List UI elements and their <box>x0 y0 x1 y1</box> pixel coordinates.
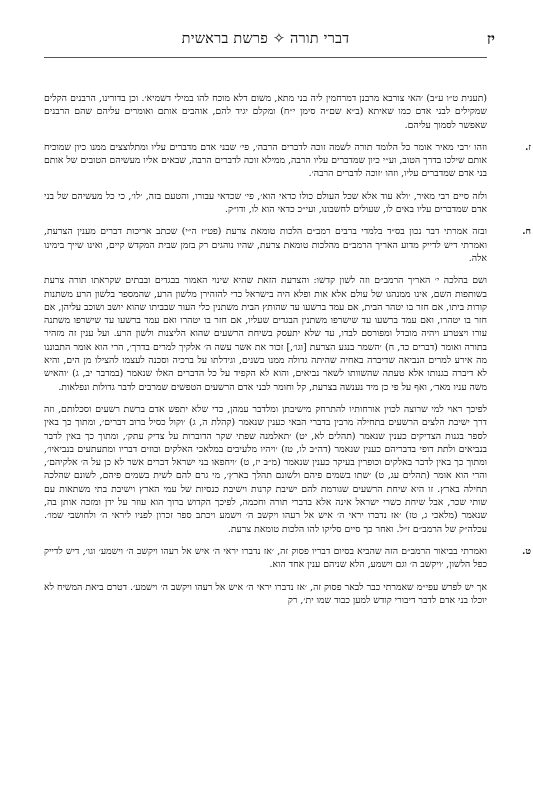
section-paragraph: ובזה אמרתי דבר נכון בס״ד בלמדי ברבים רמב״ם הלכות טומאת צרעת (פט״ז ה״י) שכתב אריכות דברים מענין הצרעת, ואמרתי דיש לדייק מדוע האריך הרמב״ם מהלכות טומאת צרעת, שהיו נוהגים רק בזמן שבית המקדש קיים, ואינו שייך בימינו אלה. <box>44 226 487 264</box>
running-header <box>44 0 495 58</box>
section-paragraph: ולזה סיים רבי מאיר, ׳ולא עוד אלא שכל העולם כולו כדאי הוא׳, פי׳ שכדאי עבורו, והטעם בזה, ׳לו׳, כי כל מעשיהם של בני אדם שמדברים עליו באים לו, שעולים לחשבונו, ועי״כ כדאי הוא לו, ודו״ק. <box>44 190 487 216</box>
section-chet <box>44 225 531 536</box>
intro-paragraph: (תענית ט״ו ע״ב) ׳האי צורבא מרבנן דמרחמין ליה בני מתא, משום דלא מוכח להו במילי דשמיא׳. וכן בדורינו, הרבנים הקלים שמקילים לבני אדם כמו שאיתא (ב״א שם״ה סימן י״ח) ומקלם יגיד להם, אוהבים אותם ואומרים עליהם שהם הרבנים שאפשר לסמוך עליהם. <box>44 93 487 131</box>
section-number: ז. <box>525 141 531 153</box>
section-number: ח. <box>522 226 531 238</box>
section-zayin <box>44 141 531 216</box>
section-paragraph: לפיכך ראוי למי שרוצה לכוין אורחותיו להתרחק מישיבתן ומלדבר עמהן, כדי שלא יתפש אדם ברשת רשעים וסכלותם, וזה דרך ישיבת הלצים הרשעים בתחילה מרבין בדברי הבאי כענין שנאמר (קהלת ה, ג) ׳וקול כסיל ברוב דברים׳, ומתוך כך באין לספר בגנות הצדיקים כענין שנאמר (תהלים לא, יט) ׳תאלמנה שפתי שקר הדוברות על צדיק עתק׳, ומתוך כך באין לדבר בנביאים ולתת דופי בדבריהם כענין שנאמר (דה״ב לו, טז) ׳ויהיו מלעיבים במלאכי האלקים ובוזים דבריו ומתעתעים בנביאיו׳, ומתוך כך באין לדבר באלקים וכופרין בעיקר כענין שנאמר (מ״ב יז, ט) ׳ויחפאו בני ישראל דברים אשר לא כן על ה׳ אלקיהם׳, והרי הוא אומר (תהלים עג, ט) ׳שתו בשמים פיהם ולשונם תהלך בארץ׳, מי גרם להם לשית בשמים פיהם, לשונם שהלכה תחילה בארץ. זו היא שיחת הרשעים שגורמת להם ישיבת קרנות וישיבת כנסיות של עמי הארץ וישיבת בתי משתאות עם שותי שכר, אבל שיחת כשרי ישראל אינה אלא בדברי תורה וחכמה, לפיכך הקדוש ברוך הוא עוזר על ידן ומזכה אותן בה, שנאמר (מלאכי ג, טז) ׳אז נדברו יראי ה׳ איש אל רעהו ויקשב ה׳ וישמע ויכתב ספר זכרון לפניו ליראי ה׳ ולחושבי שמו׳. עכלה״ק של הרמב״ם ז״ל. ואחר כך סיים סליקו להו הלכות טומאת צרעת. <box>44 403 487 535</box>
header-title: דברי תורה ✧ פרשת בראשית <box>181 31 350 47</box>
section-body <box>44 545 487 607</box>
section-body <box>44 141 487 216</box>
section-paragraph: וזהו ׳רבי מאיר אומר כל הלומד תורה לשמה זוכה לדברים הרבה׳, פי׳ שבני אדם מדברים עליו ומתלוצצים ממנו כיון שמוכיח אותם שילכו בדרך הטוב, וע״י כיון שמדברים עליו הרבה, ממילא זוכה לדברים הרבה, שבאים אליו מעשיהם הטובים של אותם בני אדם שמדברים עליו, וזהו ׳זוכה לדברים הרבה׳. <box>44 141 487 180</box>
section-paragraph: ואמרתי בביאור הרמב״ם הזה שהביא בסיום דבריו פסוק זה, ׳אז נדברו יראי ה׳ איש אל רעהו ויקשב ה׳ וישמע׳ וגו׳, דיש לדייק כפל הלשון, ׳ויקשב ה׳ וגם וישמע, הלא שניהם ענין אחד הוא. <box>44 545 487 571</box>
section-number: ט. <box>522 545 531 557</box>
section-paragraph: ושם בהלכה י׳ האריך הרמב״ם וזה לשון קדשו: והצרעת הזאת שהיא שינוי האמור בבגדים ובבתים שקראתו תורה צרעת בשותפות השם, אינו ממנהגו של עולם אלא אות ופלא היה בישראל כדי להזהירן מלשון הרע, שהמספר בלשון הרע משתנות קורות ביתו, אם חזר בו יטהר הבית, אם עמד ברשעו עד שהותץ הבית משתנין כלי העור שבביתו שהוא יושב ושוכב עליהן, אם חזר בו יטהרו, ואם עמד ברשעו עד שישרפו משתנין הבגדים שעליו, אם חזר בו יטהרו ואם עמד ברשעו עד שישרפו משתנה עורו ויצטרע ויהיה מובדל ומפורסם לבדו, עד שלא יתעסק בשיחת הרשעים שהוא הליצנות ולשון הרע. ועל ענין זה מזהיר בתורה ואומר (דברים כד, ח) ׳השמר בנגע הצרעת [וגו׳,] זכור את אשר עשה ה׳ אלקיך למרים בדרך׳, הרי הוא אומר התבוננו מה אירע למרים הנביאה שדיברה באחיה שהיתה גדולה ממנו בשנים, וגידלתו על ברכיה וסכנה לעצמו להצילו מן הים, והיא לא דיברה בגנותו אלא טעתה שהשוותו לשאר נביאים, והוא לא הקפיד על כל הדברים האלו שנאמר (במדבר יב, ג) ׳והאיש משה עניו מאד׳, ואף על פי כן מיד נענשה בצרעת, קל וחומר לבני אדם הרשעים הטפשים שמרבים לדבר גדולות ונפלאות. <box>44 275 487 393</box>
section-tet <box>44 545 531 607</box>
page-number: יז <box>486 30 495 48</box>
page-content <box>44 92 531 607</box>
section-paragraph: אך יש לפרש עפי״מ שאמרתי כבר לבאר פסוק זה, ׳אז נדברו יראי ה׳ איש אל רעהו ויקשב ה׳ וישמע׳. דטרם ביאת המשיח לא יוכלו בני אדם לדבר דיבורי קודש למען כבוד שמו ית׳, רק <box>44 581 487 606</box>
section-body <box>44 225 487 536</box>
